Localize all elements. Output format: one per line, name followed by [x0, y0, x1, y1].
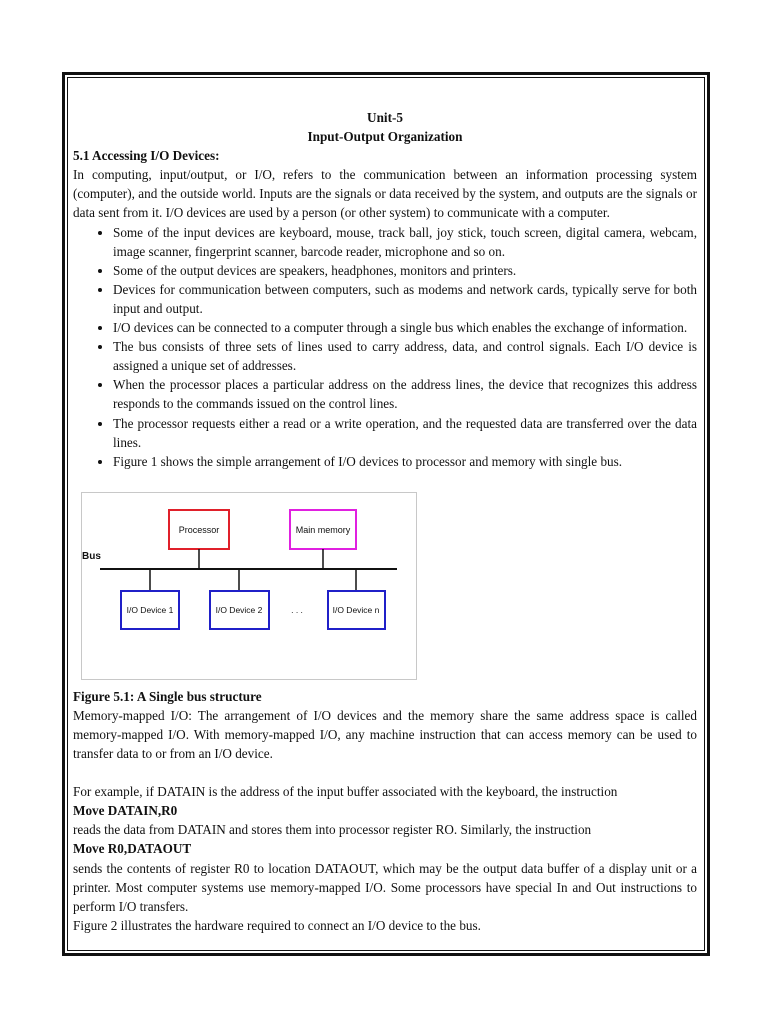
bullet-figure-ref: • Figure 1 shows the simple arrangement of I/O devices to processor and memory with single bus.	[113, 452, 697, 471]
bullet-single-bus: • I/O devices can be connected to a computer through a single bus which enables the exchange of information.	[113, 318, 697, 337]
example-intro: For example, if DATAIN is the address of the input buffer associated with the keyboard, the instruction	[73, 784, 618, 800]
ellipsis-label: . . .	[291, 604, 303, 615]
paragraph-spacer	[73, 763, 697, 782]
chapter-title: Input-Output Organization	[307, 129, 463, 145]
bullet-input-devices: • Some of the input devices are keyboard, mouse, track ball, joy stick, touch screen, digital camera, webcam, image scanner, fingerprint scanner, barcode reader, microphone and so on.	[113, 223, 697, 261]
bullet-address-lines: • When the processor places a particular address on the address lines, the device that recognizes this address responds to the commands issued on the control lines.	[113, 375, 697, 413]
device2-label: I/O Device 2	[215, 604, 263, 615]
single-bus-diagram	[81, 492, 417, 680]
bullet-read-write: • The processor requests either a read or a write operation, and the requested data are transferred over the data lines.	[113, 414, 697, 452]
devicen-label: I/O Device n	[332, 604, 380, 615]
instruction-move-datain: Move DATAIN,R0	[73, 803, 178, 819]
reads-paragraph: reads the data from DATAIN and stores them into processor register RO. Similarly, the instruction	[73, 822, 592, 838]
figure2-reference: Figure 2 illustrates the hardware required to connect an I/O device to the bus.	[73, 917, 481, 933]
intro-paragraph: In computing, input/output, or I/O, refers to the communication between an information processing system (computer), and the outside world. Inputs are the signals or data received by the system, and outputs are the signals or data sent from it. I/O devices are used by a person (or other system) to communicate with a computer.	[73, 167, 697, 221]
unit-title: Unit-5	[367, 110, 403, 125]
memory-mapped-paragraph: Memory-mapped I/O: The arrangement of I/O devices and the memory share the same address space is called memory-mapped I/O. With memory-mapped I/O, any machine instruction that can access memory can be used to transfer data to or from an I/O device.	[73, 707, 697, 762]
main-memory-label: Main memory	[295, 524, 351, 535]
device1-label: I/O Device 1	[126, 604, 174, 615]
bullet-communication-devices: • Devices for communication between computers, such as modems and network cards, typically serve for both input and output.	[113, 280, 697, 318]
bullet-list	[73, 223, 697, 471]
processor-label: Processor	[178, 524, 220, 535]
bus-diagram-svg	[82, 493, 416, 679]
bullet-output-devices: • Some of the output devices are speakers, headphones, monitors and printers.	[113, 261, 697, 280]
instruction-move-dataout: Move R0,DATAOUT	[73, 841, 192, 857]
figure-caption: Figure 5.1: A Single bus structure	[73, 688, 262, 704]
section-heading: 5.1 Accessing I/O Devices:	[73, 148, 220, 164]
bus-label: Bus	[82, 550, 101, 562]
sends-paragraph: sends the contents of register R0 to location DATAOUT, which may be the output data buffer of a display unit or a printer. Most computer systems use memory-mapped I/O. Some processors have special In and Out instructions to perform I/O transfers.	[73, 860, 697, 914]
document-content	[73, 108, 697, 935]
bullet-bus-lines: • The bus consists of three sets of lines used to carry address, data, and control signals. Each I/O device is assigned a unique set of addresses.	[113, 337, 697, 375]
